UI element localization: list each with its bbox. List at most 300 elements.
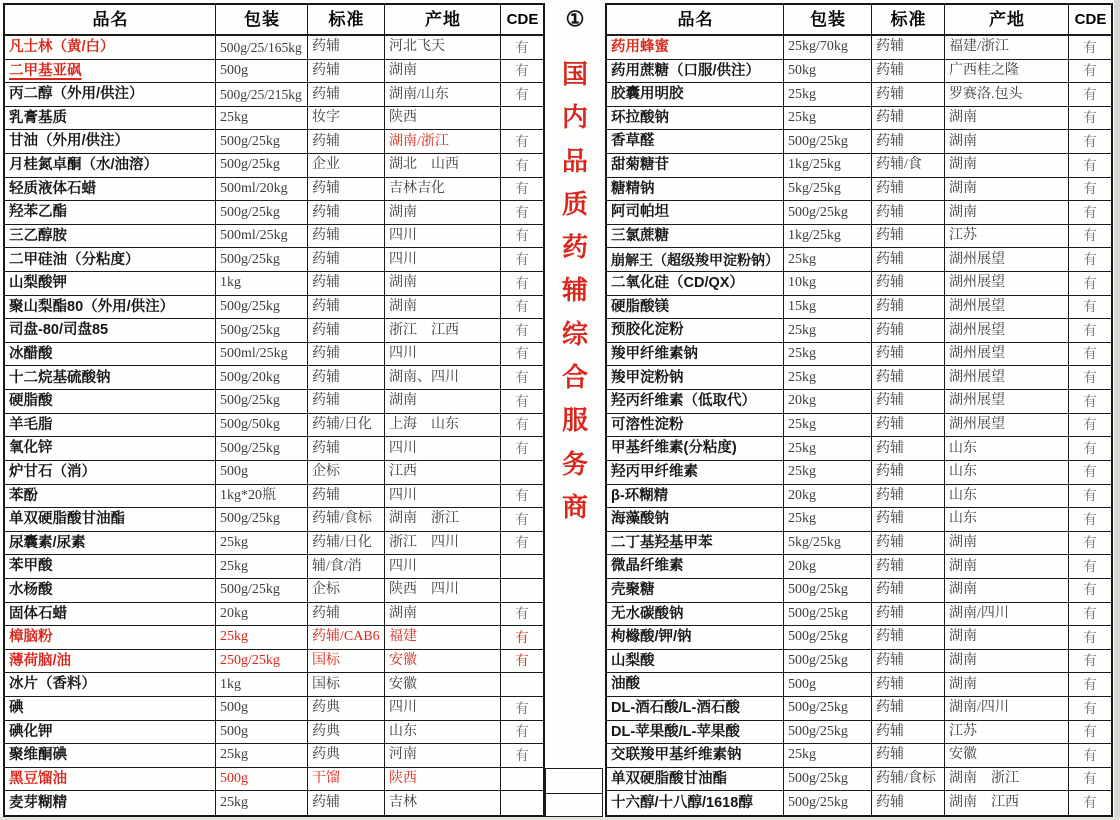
cell-pack: 25kg xyxy=(784,414,872,438)
cell-pack: 500g/25kg xyxy=(216,508,308,532)
cell-name: 三乙醇胺 xyxy=(5,225,216,249)
cell-name: 无水碳酸钠 xyxy=(607,603,784,627)
cell-std: 药辅 xyxy=(872,343,945,367)
column-header: 产地 xyxy=(945,5,1069,36)
cell-name: 氧化锌 xyxy=(5,437,216,461)
cell-origin: 山东 xyxy=(945,437,1069,461)
cell-std: 药辅 xyxy=(872,178,945,202)
cell-pack: 25kg xyxy=(784,461,872,485)
cell-name: 麦芽糊精 xyxy=(5,791,216,815)
cell-name: DL-苹果酸/L-苹果酸 xyxy=(607,721,784,745)
column-header: 包装 xyxy=(216,5,308,36)
cell-std: 药辅 xyxy=(872,744,945,768)
cell-origin: 湖南 浙江 xyxy=(945,768,1069,792)
cell-name: 薄荷脑/油 xyxy=(5,650,216,674)
cell-pack: 5kg/25kg xyxy=(784,178,872,202)
cell-pack: 500ml/25kg xyxy=(216,225,308,249)
cell-cde: 有 xyxy=(1069,603,1111,627)
cell-std: 药辅 xyxy=(872,508,945,532)
cell-pack: 500ml/25kg xyxy=(216,343,308,367)
cell-name: 药用蜂蜜 xyxy=(607,36,784,60)
cell-pack: 500g xyxy=(784,673,872,697)
cell-cde: 有 xyxy=(1069,532,1111,556)
cell-origin: 四川 xyxy=(385,697,501,721)
cell-cde: 有 xyxy=(1069,485,1111,509)
cell-std: 药辅 xyxy=(308,485,385,509)
cell-name: 羧甲纤维素钠 xyxy=(607,343,784,367)
cell-cde: 有 xyxy=(1069,201,1111,225)
cell-cde xyxy=(501,791,543,815)
cell-name: 单双硬脂酸甘油酯 xyxy=(5,508,216,532)
banner-character: 商 xyxy=(561,491,588,522)
cell-name: 甲基纤维素(分粘度) xyxy=(607,437,784,461)
cell-std: 药辅 xyxy=(872,201,945,225)
banner-character: 辅 xyxy=(561,275,588,306)
cell-origin: 四川 xyxy=(385,437,501,461)
cell-origin: 福建/浙江 xyxy=(945,36,1069,60)
cell-origin: 湖南 浙江 xyxy=(385,508,501,532)
cell-name: 月桂氮卓酮（水/油溶） xyxy=(5,154,216,178)
cell-pack: 25kg xyxy=(784,437,872,461)
cell-pack: 250g/25kg xyxy=(216,650,308,674)
cell-origin: 山东 xyxy=(385,721,501,745)
cell-origin: 湖南 江西 xyxy=(945,791,1069,815)
cell-pack: 1kg/25kg xyxy=(784,225,872,249)
cell-pack: 25kg xyxy=(216,532,308,556)
cell-origin: 上海 山东 xyxy=(385,414,501,438)
cell-origin: 安徽 xyxy=(945,744,1069,768)
cell-std: 药辅 xyxy=(872,36,945,60)
cell-std: 药辅 xyxy=(872,791,945,815)
cell-name: 枸橼酸/钾/钠 xyxy=(607,626,784,650)
cell-cde: 有 xyxy=(501,319,543,343)
cell-name: 聚维酮碘 xyxy=(5,744,216,768)
cell-std: 药辅 xyxy=(308,390,385,414)
cell-name: 十六醇/十八醇/1618醇 xyxy=(607,791,784,815)
cell-std: 药辅 xyxy=(308,178,385,202)
cell-pack: 500g xyxy=(216,461,308,485)
cell-name: 壳聚糖 xyxy=(607,579,784,603)
cell-origin: 江苏 xyxy=(945,721,1069,745)
cell-pack: 15kg xyxy=(784,296,872,320)
cell-pack: 25kg xyxy=(216,555,308,579)
cell-pack: 500g/25/165kg xyxy=(216,36,308,60)
cell-cde: 有 xyxy=(1069,697,1111,721)
cell-cde: 有 xyxy=(1069,744,1111,768)
cell-name: 甘油（外用/供注） xyxy=(5,130,216,154)
cell-pack: 1kg/25kg xyxy=(784,154,872,178)
column-header: 包装 xyxy=(784,5,872,36)
cell-pack: 500g/25kg xyxy=(784,201,872,225)
cell-name: 碘 xyxy=(5,697,216,721)
cell-std: 药辅 xyxy=(308,83,385,107)
cell-pack: 500g/25kg xyxy=(784,130,872,154)
cell-origin: 湖南 xyxy=(945,130,1069,154)
cell-cde: 有 xyxy=(1069,461,1111,485)
column-header: 标准 xyxy=(872,5,945,36)
cell-cde: 有 xyxy=(501,390,543,414)
cell-pack: 25kg xyxy=(784,366,872,390)
cell-std: 药辅 xyxy=(872,697,945,721)
cell-origin: 湖南 xyxy=(945,532,1069,556)
cell-cde: 有 xyxy=(501,603,543,627)
cell-cde xyxy=(501,768,543,792)
cell-std: 药辅 xyxy=(872,532,945,556)
cell-cde xyxy=(501,579,543,603)
cell-cde: 有 xyxy=(1069,36,1111,60)
cell-name: 海藻酸钠 xyxy=(607,508,784,532)
right-product-table xyxy=(605,3,1113,817)
cell-cde: 有 xyxy=(501,650,543,674)
cell-pack: 500g/25kg xyxy=(784,721,872,745)
cell-name: 冰片（香料） xyxy=(5,673,216,697)
cell-std: 药辅 xyxy=(872,390,945,414)
cell-pack: 500g/25kg xyxy=(784,626,872,650)
cell-pack: 25kg xyxy=(784,248,872,272)
circled-number-1: ① xyxy=(565,8,585,31)
cell-name: 十二烷基硫酸钠 xyxy=(5,366,216,390)
cell-name: 油酸 xyxy=(607,673,784,697)
cell-name: 凡士林（黄/白） xyxy=(5,36,216,60)
cell-origin: 河北飞天 xyxy=(385,36,501,60)
cell-std: 药辅 xyxy=(872,272,945,296)
cell-name: 硬脂酸镁 xyxy=(607,296,784,320)
cell-pack: 500g xyxy=(216,768,308,792)
cell-std: 药辅 xyxy=(308,791,385,815)
cell-origin: 陕西 xyxy=(385,107,501,131)
cell-cde: 有 xyxy=(1069,437,1111,461)
cell-origin: 湖南 xyxy=(385,296,501,320)
grid-divider xyxy=(546,793,602,795)
column-header: 品名 xyxy=(5,5,216,36)
cell-std: 药辅 xyxy=(872,603,945,627)
cell-name: 冰醋酸 xyxy=(5,343,216,367)
cell-std: 药辅 xyxy=(872,626,945,650)
banner-character: 综 xyxy=(561,318,588,349)
cell-cde: 有 xyxy=(1069,178,1111,202)
cell-std: 药辅 xyxy=(308,437,385,461)
banner-character: 内 xyxy=(561,102,588,133)
cell-pack: 1kg*20瓶 xyxy=(216,485,308,509)
cell-pack: 25kg xyxy=(216,744,308,768)
cell-name: 二丁基羟基甲苯 xyxy=(607,532,784,556)
cell-cde: 有 xyxy=(1069,272,1111,296)
cell-cde: 有 xyxy=(501,60,543,84)
cell-pack: 500g/25kg xyxy=(216,201,308,225)
cell-origin: 河南 xyxy=(385,744,501,768)
cell-name: 环拉酸钠 xyxy=(607,107,784,131)
cell-std: 药辅/食 xyxy=(872,154,945,178)
cell-cde: 有 xyxy=(1069,579,1111,603)
cell-cde: 有 xyxy=(501,296,543,320)
cell-std: 企标 xyxy=(308,461,385,485)
cell-name: 预胶化淀粉 xyxy=(607,319,784,343)
cell-cde: 有 xyxy=(1083,795,1097,811)
banner-character: 质 xyxy=(561,188,588,219)
cell-origin: 湖南 xyxy=(945,650,1069,674)
cell-cde: 有 xyxy=(1069,366,1111,390)
cell-cde: 有 xyxy=(501,437,543,461)
cell-pack: 20kg xyxy=(784,485,872,509)
cell-origin: 湖南/浙江 xyxy=(385,130,501,154)
cell-std: 药辅 xyxy=(872,107,945,131)
cell-pack: 500g/25kg xyxy=(784,603,872,627)
cell-pack: 25kg xyxy=(216,626,308,650)
cell-pack: 20kg xyxy=(216,603,308,627)
cell-pack: 500g xyxy=(216,60,308,84)
cell-origin: 湖南 xyxy=(945,178,1069,202)
cell-origin: 湖南/四川 xyxy=(945,697,1069,721)
cell-std: 药辅 xyxy=(308,201,385,225)
cell-cde: 有 xyxy=(1069,673,1111,697)
cell-origin: 湖州展望 xyxy=(945,414,1069,438)
cell-pack: 500g/25kg xyxy=(216,130,308,154)
cell-pack: 25kg xyxy=(216,107,308,131)
cell-name: 羟丙甲纤维素 xyxy=(607,461,784,485)
cell-origin: 湖南 xyxy=(945,107,1069,131)
column-header: 产地 xyxy=(385,5,501,36)
cell-name: 乳膏基质 xyxy=(5,107,216,131)
cell-name: 丙二醇（外用/供注） xyxy=(5,83,216,107)
cell-origin: 湖南 xyxy=(945,154,1069,178)
cell-pack: 500g/25kg xyxy=(216,319,308,343)
column-header: CDE xyxy=(1069,5,1111,36)
center-banner-strip xyxy=(545,3,605,817)
cell-cde: 有 xyxy=(501,154,543,178)
cell-name: 炉甘石（消） xyxy=(5,461,216,485)
cell-pack: 20kg xyxy=(784,555,872,579)
cell-std: 辅/食/消 xyxy=(308,555,385,579)
cell-origin: 福建 xyxy=(385,626,501,650)
cell-origin: 湖南 xyxy=(945,201,1069,225)
cell-cde: 有 xyxy=(501,414,543,438)
cell-std: 药辅 xyxy=(308,366,385,390)
cell-name: 糖精钠 xyxy=(607,178,784,202)
cell-origin: 广西桂之隆 xyxy=(945,60,1069,84)
banner-character: 服 xyxy=(561,405,588,436)
cell-name: DL-酒石酸/L-酒石酸 xyxy=(607,697,784,721)
cell-name: 尿囊素/尿素 xyxy=(5,532,216,556)
cell-cde: 有 xyxy=(1069,414,1111,438)
cell-std: 药辅 xyxy=(872,721,945,745)
cell-cde: 有 xyxy=(501,744,543,768)
cell-cde xyxy=(501,107,543,131)
cell-cde: 有 xyxy=(501,248,543,272)
cell-std: 药辅 xyxy=(872,366,945,390)
cell-cde: 有 xyxy=(501,366,543,390)
cell-origin: 湖州展望 xyxy=(945,343,1069,367)
cell-origin: 湖南/四川 xyxy=(945,603,1069,627)
cell-origin: 四川 xyxy=(385,485,501,509)
cell-pack: 20kg xyxy=(784,390,872,414)
cell-name: 硬脂酸 xyxy=(5,390,216,414)
cell-cde: 有 xyxy=(1069,626,1111,650)
cell-cde: 有 xyxy=(1069,225,1111,249)
cell-name: 胶囊用明胶 xyxy=(607,83,784,107)
cell-origin: 湖南 xyxy=(385,390,501,414)
cell-origin: 浙江 四川 xyxy=(385,532,501,556)
cell-pack: 500g xyxy=(216,721,308,745)
cell-cde: 有 xyxy=(501,178,543,202)
cell-name: 固体石蜡 xyxy=(5,603,216,627)
cell-std: 药辅 xyxy=(308,130,385,154)
cell-origin: 湖州展望 xyxy=(945,390,1069,414)
cell-cde: 有 xyxy=(1069,555,1111,579)
cell-std: 药辅 xyxy=(308,272,385,296)
cell-std: 药辅 xyxy=(872,555,945,579)
cell-name: 羧甲淀粉钠 xyxy=(607,366,784,390)
cell-origin: 湖南/山东 xyxy=(385,83,501,107)
cell-name: 轻质液体石蜡 xyxy=(5,178,216,202)
banner-character: 药 xyxy=(561,232,588,263)
cell-name: 聚山梨酯80（外用/供注） xyxy=(5,296,216,320)
cell-origin: 四川 xyxy=(385,343,501,367)
left-product-table xyxy=(3,3,545,817)
cell-origin: 陕西 xyxy=(385,768,501,792)
cell-std: 药辅 xyxy=(872,225,945,249)
cell-pack: 10kg xyxy=(784,272,872,296)
cell-name: 微晶纤维素 xyxy=(607,555,784,579)
cell-name: 黑豆馏油 xyxy=(5,768,216,792)
cell-name: 羊毛脂 xyxy=(5,414,216,438)
cell-cde: 有 xyxy=(501,508,543,532)
cell-origin: 四川 xyxy=(385,555,501,579)
cell-origin: 山东 xyxy=(945,485,1069,509)
cell-pack: 500g/25kg xyxy=(216,296,308,320)
cell-pack: 500g/25kg xyxy=(216,390,308,414)
cell-cde: 有 xyxy=(1069,107,1111,131)
cell-pack: 25kg xyxy=(784,744,872,768)
cell-name: 二氧化硅（CD/QX） xyxy=(607,272,784,296)
cell-std: 药辅 xyxy=(308,36,385,60)
cell-cde: 有 xyxy=(1069,390,1111,414)
cell-origin: 江西 xyxy=(385,461,501,485)
cell-pack: 25kg xyxy=(784,83,872,107)
cell-name: 山梨酸 xyxy=(607,650,784,674)
cell-origin: 湖南、四川 xyxy=(385,366,501,390)
cell-cde: 有 xyxy=(501,83,543,107)
cell-pack: 500g/50kg xyxy=(216,414,308,438)
column-header: 标准 xyxy=(308,5,385,36)
cell-origin: 陕西 四川 xyxy=(385,579,501,603)
cell-cde xyxy=(501,673,543,697)
cell-cde: 有 xyxy=(1069,296,1111,320)
cell-origin: 湖南 xyxy=(945,579,1069,603)
cell-name: β-环糊精 xyxy=(607,485,784,509)
cell-pack: 500ml/20kg xyxy=(216,178,308,202)
cell-origin: 安徽 xyxy=(385,673,501,697)
cell-origin: 吉林 xyxy=(385,791,501,815)
cell-pack: 25kg xyxy=(216,791,308,815)
cell-cde: 有 xyxy=(501,626,543,650)
cell-origin: 湖州展望 xyxy=(945,319,1069,343)
cell-std: 药辅/日化 xyxy=(308,532,385,556)
cell-cde: 有 xyxy=(501,272,543,296)
cell-pack: 1kg xyxy=(216,673,308,697)
cell-cde: 有 xyxy=(1069,721,1111,745)
cell-std: 药辅 xyxy=(872,461,945,485)
cell-cde xyxy=(501,461,543,485)
cell-pack: 25kg xyxy=(784,107,872,131)
cell-std: 药辅 xyxy=(308,603,385,627)
banner-character: 务 xyxy=(561,448,588,479)
cell-std: 药辅 xyxy=(872,673,945,697)
cell-origin: 山东 xyxy=(945,461,1069,485)
cell-std: 药辅 xyxy=(872,296,945,320)
cell-std: 药辅 xyxy=(872,414,945,438)
cell-std: 企业 xyxy=(308,154,385,178)
cell-origin: 四川 xyxy=(385,225,501,249)
cell-pack: 500g/25kg xyxy=(216,154,308,178)
cell-std: 药辅 xyxy=(308,248,385,272)
vertical-banner xyxy=(545,53,605,529)
cell-cde: 有 xyxy=(501,36,543,60)
cell-pack: 25kg xyxy=(784,508,872,532)
column-header: CDE xyxy=(501,5,543,36)
cell-name: 苯甲酸 xyxy=(5,555,216,579)
cell-pack: 50kg xyxy=(784,60,872,84)
cell-std: 药辅/日化 xyxy=(308,414,385,438)
cell-pack: 500g/25kg xyxy=(784,579,872,603)
cell-std: 药辅 xyxy=(872,60,945,84)
cell-std: 药辅 xyxy=(872,130,945,154)
cell-origin: 湖州展望 xyxy=(945,366,1069,390)
cell-std: 药辅 xyxy=(872,485,945,509)
cell-std: 药辅/CAB6 xyxy=(308,626,385,650)
cell-origin: 湖南 xyxy=(385,603,501,627)
cell-std: 药辅/食标 xyxy=(872,768,945,792)
cell-cde: 有 xyxy=(1069,508,1111,532)
cell-origin: 吉林吉化 xyxy=(385,178,501,202)
cell-cde: 有 xyxy=(501,130,543,154)
cell-pack: 25kg xyxy=(784,343,872,367)
cell-name: 二甲硅油（分粘度） xyxy=(5,248,216,272)
cell-name: 三氯蔗糖 xyxy=(607,225,784,249)
cell-std: 干馏 xyxy=(308,768,385,792)
cell-origin: 湖南 xyxy=(945,626,1069,650)
cell-pack: 500g/25kg xyxy=(216,437,308,461)
cell-origin: 浙江 江西 xyxy=(385,319,501,343)
cell-origin: 山东 xyxy=(945,508,1069,532)
cell-std: 国标 xyxy=(308,673,385,697)
cell-name: 苯酚 xyxy=(5,485,216,509)
cell-origin: 江苏 xyxy=(945,225,1069,249)
cell-std: 企标 xyxy=(308,579,385,603)
cell-origin: 四川 xyxy=(385,248,501,272)
cell-pack: 500g/25kg xyxy=(216,579,308,603)
banner-character: 国 xyxy=(561,59,588,89)
cell-std: 药辅 xyxy=(872,319,945,343)
cell-origin: 湖州展望 xyxy=(945,272,1069,296)
cell-std: 药辅 xyxy=(308,319,385,343)
cell-pack: 25kg xyxy=(784,319,872,343)
cell-name: 甜菊糖苷 xyxy=(607,154,784,178)
cell-name: 司盘-80/司盘85 xyxy=(5,319,216,343)
cell-pack: 500g/25kg xyxy=(784,697,872,721)
cell-pack: 500g/25/215kg xyxy=(216,83,308,107)
cell-origin: 湖南 xyxy=(385,60,501,84)
cell-std: 药辅/食标 xyxy=(308,508,385,532)
cell-name: 交联羧甲基纤维素钠 xyxy=(607,744,784,768)
cell-origin: 湖州展望 xyxy=(945,248,1069,272)
cell-pack: 500g/20kg xyxy=(216,366,308,390)
banner-character: 合 xyxy=(561,362,588,393)
cell-origin: 湖南 xyxy=(945,673,1069,697)
cell-cde: 有 xyxy=(1069,768,1111,792)
cell-pack: 1kg xyxy=(216,272,308,296)
cell-name: 山梨酸钾 xyxy=(5,272,216,296)
cell-name: 单双硬脂酸甘油酯 xyxy=(607,768,784,792)
